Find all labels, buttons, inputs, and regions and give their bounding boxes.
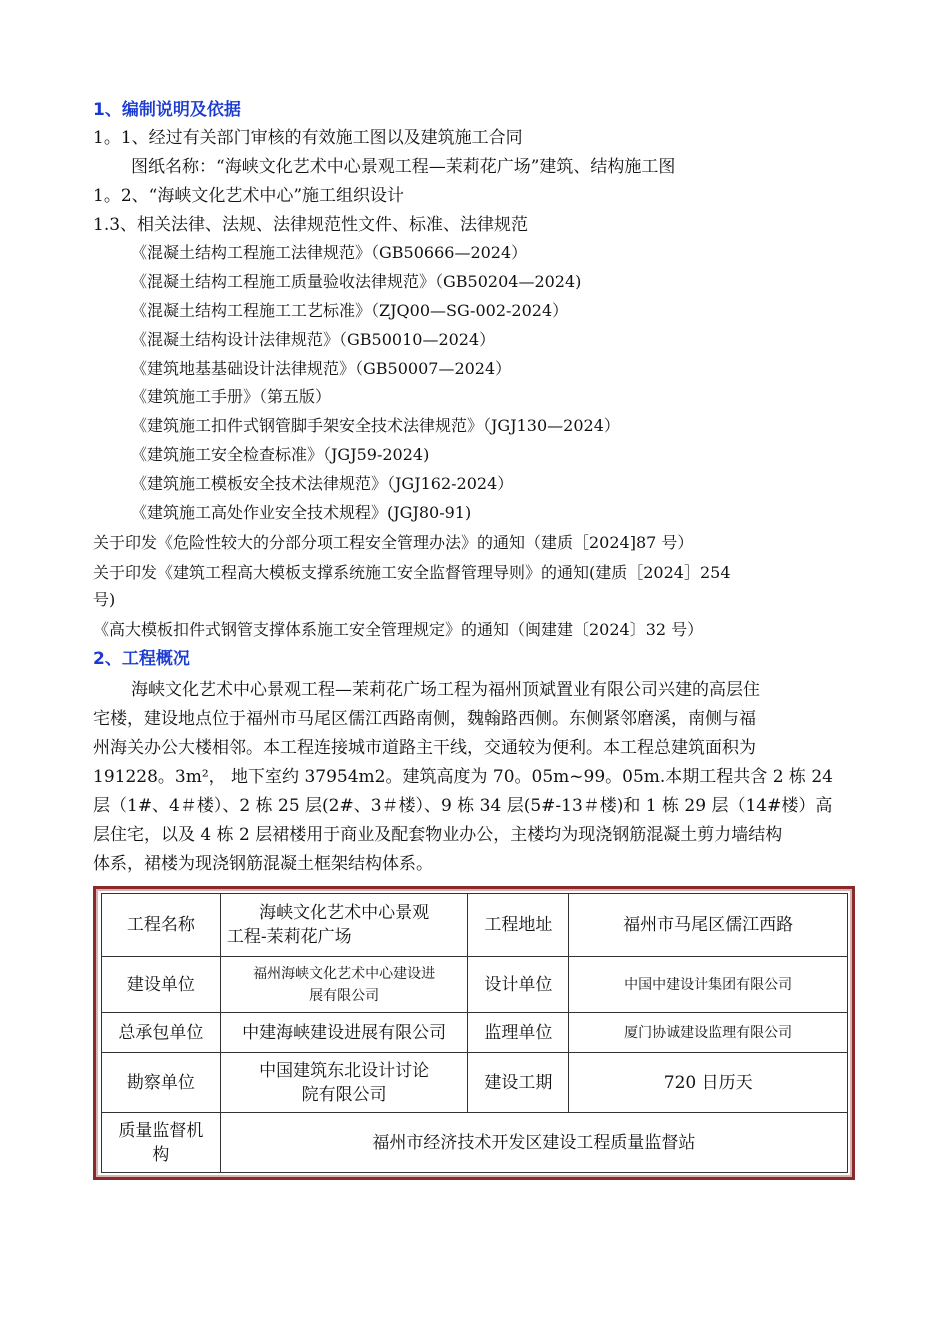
label-quality-supervision — [102, 1113, 221, 1173]
overview-line: 海峡文化艺术中心景观工程—茉莉花广场工程为福州顶斌置业有限公司兴建的高层住 — [131, 680, 760, 700]
standard-item: 《建筑施工高处作业安全技术规程》(JGJ80-91) — [131, 503, 472, 522]
label-survey-unit: 勘察单位 — [102, 1053, 221, 1113]
standard-item: 《混凝土结构设计法律规范》（GB50010—2024） — [131, 330, 496, 349]
standard-item: 《混凝土结构工程施工质量验收法律规范》（GB50204—2024) — [131, 272, 582, 291]
label-construction-unit: 建设单位 — [102, 957, 221, 1013]
label-line: 质量监督机 — [118, 1120, 204, 1141]
value-line: 工程-茉莉花广场 — [226, 927, 352, 947]
label-supervision-unit: 监理单位 — [468, 1013, 569, 1053]
section-1-heading: 1、编制说明及依据 — [93, 100, 241, 120]
overview-line: 州海关办公大楼相邻。本工程连接城市道路主干线，交通较为便利。本工程总建筑面积为 — [93, 738, 756, 758]
item-1-1: 1。1、经过有关部门审核的有效施工图以及建筑施工合同 — [93, 128, 523, 148]
table-row — [102, 1013, 848, 1053]
label-construction-period: 建设工期 — [468, 1053, 569, 1113]
notice-2-line-2: 号) — [93, 590, 116, 609]
notice-3: 《高大模板扣件式钢管支撑体系施工安全管理规定》的通知（闽建建〔2024〕32 号） — [93, 620, 704, 639]
drawing-name: 图纸名称：“海峡文化艺术中心景观工程—茉莉花广场”建筑、结构施工图 — [131, 157, 676, 177]
value-project-address: 福州市马尾区儒江西路 — [569, 894, 848, 957]
standard-item: 《混凝土结构工程施工工艺标准》（ZJQ00—SG-002-2024） — [131, 301, 569, 320]
standard-item: 《建筑地基基础设计法律规范》（GB50007—2024） — [131, 359, 512, 378]
label-project-name: 工程名称 — [102, 894, 221, 957]
label-line: 构 — [152, 1144, 170, 1165]
table-row — [102, 894, 848, 957]
label-design-unit: 设计单位 — [468, 957, 569, 1013]
notice-1: 关于印发《危险性较大的分部分项工程安全管理办法》的通知（建质［2024]87 号） — [93, 533, 694, 552]
notice-2-line-1: 关于印发《建筑工程高大模板支撑系统施工安全监督管理导则》的通知(建质［2024］254 — [93, 563, 731, 582]
value-project-name — [220, 894, 468, 957]
overview-line: 层住宅，以及 4 栋 2 层裙楼用于商业及配套物业办公，主楼均为现浇钢筋混凝土剪力墙结构 — [93, 825, 783, 845]
value-construction-period: 720 日历天 — [569, 1053, 848, 1113]
value-supervision-unit: 厦门协诚建设监理有限公司 — [569, 1013, 848, 1053]
value-design-unit: 中国中建设计集团有限公司 — [569, 957, 848, 1013]
overview-line: 层（1#、4＃楼）、2 栋 25 层(2#、3＃楼）、9 栋 34 层(5#-13＃楼)和 1 栋 29 层（14#楼）高 — [93, 796, 833, 816]
section-2-heading: 2、工程概况 — [93, 649, 190, 669]
value-quality-supervision: 福州市经济技术开发区建设工程质量监督站 — [220, 1113, 847, 1173]
value-line: 中国建筑东北设计讨论 — [259, 1060, 430, 1081]
standard-item: 《混凝土结构工程施工法律规范》（GB50666—2024） — [131, 243, 528, 262]
value-line: 海峡文化艺术中心景观 — [259, 903, 430, 923]
item-1-3: 1.3、相关法律、法规、法律规范性文件、标准、法律规范 — [93, 215, 529, 235]
standard-item: 《建筑施工扣件式钢管脚手架安全技术法律规范》（JGJ130—2024） — [131, 416, 620, 435]
value-line: 展有限公司 — [309, 987, 380, 1004]
standard-item: 《建筑施工安全检查标准》（JGJ59-2024) — [131, 445, 430, 464]
standard-item: 《建筑施工模板安全技术法律规范》（JGJ162-2024） — [131, 474, 514, 493]
table-row — [102, 1053, 848, 1113]
table-row — [102, 1113, 848, 1173]
standard-item: 《建筑施工手册》（第五版） — [131, 387, 332, 406]
project-info-table — [101, 893, 848, 1173]
value-general-contractor: 中建海峡建设进展有限公司 — [220, 1013, 468, 1053]
value-construction-unit — [220, 957, 468, 1013]
item-1-2: 1。2、“海峡文化艺术中心”施工组织设计 — [93, 186, 405, 206]
value-line: 福州海峡文化艺术中心建设进 — [253, 965, 436, 982]
label-project-address: 工程地址 — [468, 894, 569, 957]
overview-line: 191228。3m²， 地下室约 37954m2。建筑高度为 70。05m~99。05m.本期工程共含 2 栋 24 — [93, 767, 833, 787]
overview-line: 体系，裙楼为现浇钢筋混凝土框架结构体系。 — [93, 854, 433, 874]
label-general-contractor: 总承包单位 — [102, 1013, 221, 1053]
table-row — [102, 957, 848, 1013]
overview-line: 宅楼，建设地点位于福州市马尾区儒江西路南侧，魏翰路西侧。东侧紧邻磨溪，南侧与福 — [93, 709, 756, 729]
value-line: 院有限公司 — [301, 1084, 387, 1105]
value-survey-unit — [220, 1053, 468, 1113]
